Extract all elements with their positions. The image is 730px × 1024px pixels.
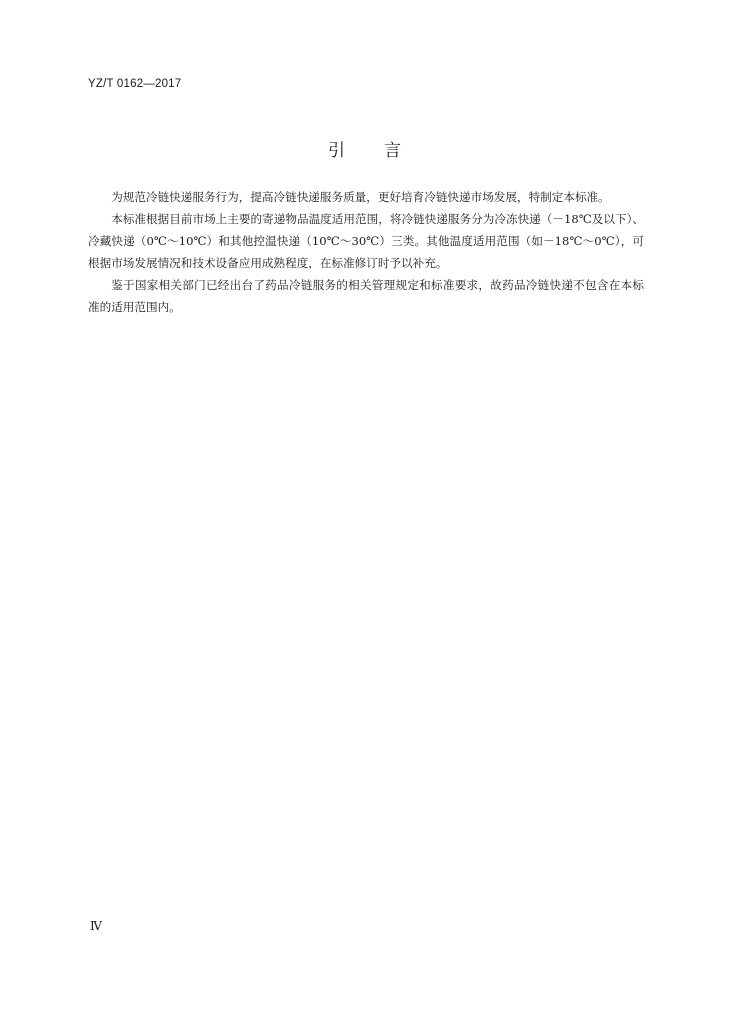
title-part-2: 言: [384, 141, 402, 161]
page-title: [0, 136, 730, 161]
paragraph-3: 鉴于国家相关部门已经出台了药品冷链服务的相关管理规定和标准要求，故药品冷链快递不包含在本标准的适用范围内。: [88, 278, 644, 314]
paragraph-2: 本标准根据目前市场上主要的寄递物品温度适用范围，将冷链快递服务分为冷冻快递（－18℃及以下）、冷藏快递（0℃～10℃）和其他控温快递（10℃～30℃）三类。其他温度适用范围（如－18℃～0℃），可根据市场发展情况和技术设备应用成熟程度，在标准修订时予以补充。: [88, 212, 644, 270]
paragraph-1: 为规范冷链快递服务行为，提高冷链快递服务质量，更好培育冷链快递市场发展，特制定本标准。: [111, 190, 610, 204]
page-number: Ⅳ: [90, 919, 102, 933]
title-part-1: 引: [328, 141, 346, 161]
document-code: YZ/T 0162—2017: [88, 78, 182, 90]
introduction-body: [88, 186, 644, 318]
